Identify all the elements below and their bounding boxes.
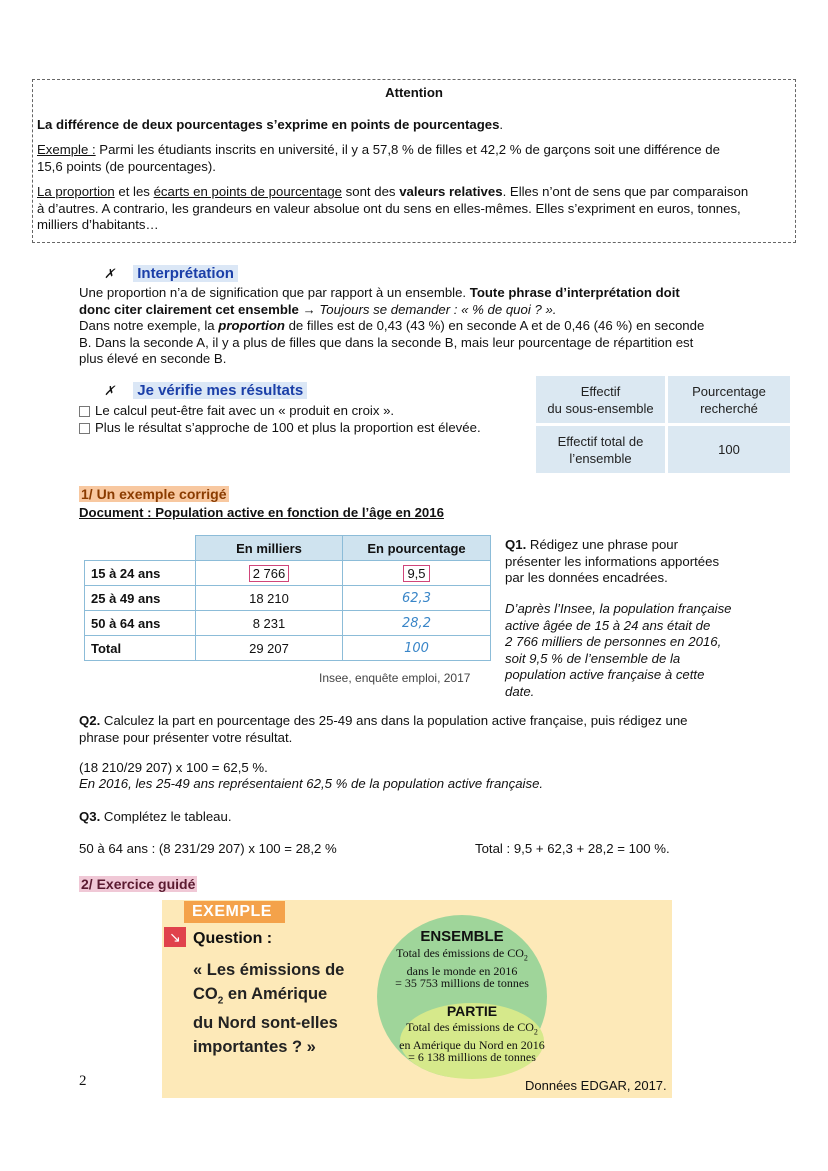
population-table	[84, 535, 491, 661]
q2-question: Q2. Calculez la part en pourcentage des 25-49 ans dans la population active française, puis rédigez une phrase pour présenter votre résultat.	[79, 713, 688, 745]
section1-title: 1/ Un exemple corrigé	[81, 486, 227, 502]
page-number: 2	[79, 1073, 87, 1089]
q1-answer: D’après l’Insee, la population française active âgée de 15 à 24 ans était de 2 766 milliers de personnes en 2016, soit 9,5 % de l’ensemble de la population active française à cette date.	[505, 601, 732, 699]
verify-title: Je vérifie mes résultats	[133, 382, 307, 399]
highlighted-value: 2 766	[249, 565, 290, 582]
panel-source: Données EDGAR, 2017.	[525, 1078, 667, 1093]
table-row: 15 à 24 ans 2 766 9,5	[85, 561, 491, 586]
highlighted-value: 9,5	[403, 565, 429, 582]
attention-rule: La différence de deux pourcentages s’exprime en points de pourcentages.	[37, 117, 504, 132]
q3-answer-right: Total : 9,5 + 62,3 + 28,2 = 100 %.	[475, 841, 670, 856]
column-header: En pourcentage	[343, 536, 491, 561]
checkbox-icon	[79, 423, 90, 434]
ensemble-text: Total des émissions de $CO_2$ dans le monde en 2016 = 35 753 millions de tonnes	[395, 946, 529, 991]
handwritten-value: 62,3	[343, 586, 491, 611]
table-row: Total 29 207 100	[85, 636, 491, 661]
cross-icon: ✗	[104, 383, 115, 398]
list-item: Le calcul peut-être fait avec un « produit en croix ».	[79, 403, 481, 420]
cross-icon: ✗	[104, 266, 115, 281]
q3-question: Q3. Complétez le tableau.	[79, 809, 232, 824]
table-row: 50 à 64 ans 8 231 28,2	[85, 611, 491, 636]
table-cell: Effectif du sous-ensemble	[536, 376, 665, 423]
interpretation-text: Une proportion n’a de signification que par rapport à un ensemble. Toute phrase d’interprétation doit donc citer clairement cet ensemble → Toujours se demander : « % de quoi ? ». Dans notre exemple, la proportion de filles est de 0,43 (43 %) en seconde A et de 0,46 (46 %) en seconde B. Dans la seconde A, il y a plus de filles que dans la seconde B, mais leur pourcentage de répartition est plus élevé en seconde B.	[79, 285, 705, 366]
q3-answer-left: 50 à 64 ans : (8 231/29 207) x 100 = 28,2 %	[79, 841, 337, 856]
handwritten-value: 100	[343, 636, 491, 661]
table-cell: Pourcentage recherché	[668, 376, 790, 423]
handwritten-value: 28,2	[343, 611, 491, 636]
attention-example: Exemple : Parmi les étudiants inscrits en université, il y a 57,8 % de filles et 42,2 % de garçons soit une différence de 15,6 points (de pourcentages).	[37, 142, 720, 174]
table-row: 25 à 49 ans 18 210 62,3	[85, 586, 491, 611]
example-tag: EXEMPLE	[184, 901, 285, 923]
checkbox-icon	[79, 406, 90, 417]
ensemble-title: ENSEMBLE	[420, 928, 504, 945]
interpretation-title: Interprétation	[133, 265, 238, 282]
verify-heading	[104, 383, 307, 400]
section2-title: 2/ Exercice guidé	[81, 876, 196, 892]
question-text: « Les émissions de $CO_2$ en Amérique du Nord sont-elles importantes ? »	[193, 961, 345, 1056]
interpretation-heading	[104, 266, 238, 283]
table-source: Insee, enquête emploi, 2017	[319, 671, 471, 685]
q1-question: Q1. Rédigez une phrase pour présenter les informations apportées par les données encadrées.	[505, 537, 720, 585]
cross-product-table	[533, 373, 793, 476]
attention-relative-values: La proportion et les écarts en points de pourcentage sont des valeurs relatives. Elles n’ont de sens que par comparaison à d’autres. A contrario, les grandeurs en valeur absolue ont du sens en elles-mêmes. Elles s’expriment en euros, tonnes, milliers d’habitants…	[37, 184, 749, 232]
partie-title: PARTIE	[446, 1003, 498, 1019]
list-item: Plus le résultat s’approche de 100 et plus la proportion est élevée.	[79, 420, 481, 437]
question-label: Question :	[193, 930, 273, 947]
partie-text: Total des émissions de $CO_2$ en Amérique du Nord en 2016 = 6 138 millions de tonnes	[399, 1020, 545, 1065]
q2-answer: En 2016, les 25-49 ans représentaient 62,5 % de la population active française.	[79, 776, 544, 791]
document-title: Document : Population active en fonction de l’âge en 2016	[79, 505, 444, 520]
table-cell: 100	[668, 426, 790, 473]
verify-list	[79, 403, 481, 436]
column-header: En milliers	[196, 536, 343, 561]
table-cell: Effectif total de l’ensemble	[536, 426, 665, 473]
arrow-icon: ↘	[164, 927, 186, 947]
q2-calculation: (18 210/29 207) x 100 = 62,5 %.	[79, 760, 268, 775]
attention-title: Attention	[385, 85, 443, 100]
